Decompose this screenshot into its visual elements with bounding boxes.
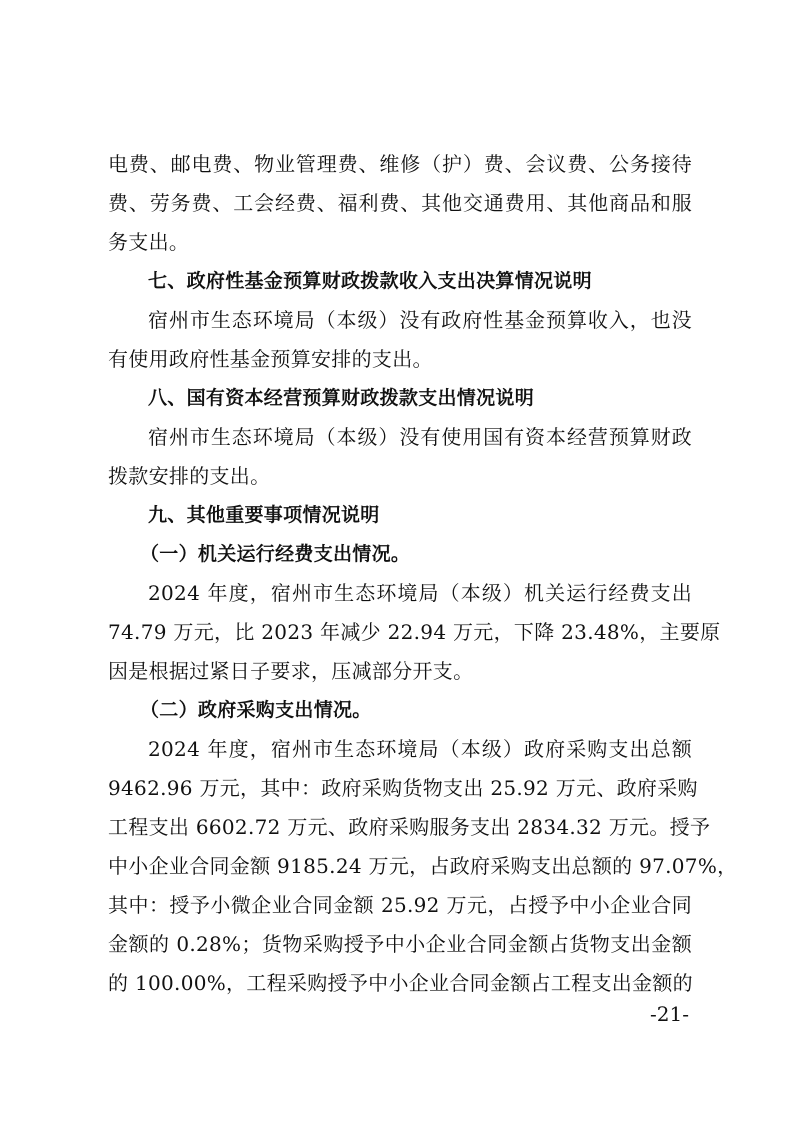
text-line: 工程支出 6602.72 万元、政府采购服务支出 2834.32 万元。授予	[108, 815, 711, 839]
text-line: 电费、邮电费、物业管理费、维修（护）费、会议费、公务接待	[108, 152, 692, 176]
section-heading-7: 七、政府性基金预算财政拨款收入支出决算情况说明	[148, 270, 592, 292]
section-heading-9: 九、其他重要事项情况说明	[148, 504, 380, 526]
text-line: 2024 年度，宿州市生态环境局（本级）机关运行经费支出	[148, 581, 692, 605]
text-line: 拨款安排的支出。	[108, 464, 271, 488]
text-line: 74.79 万元，比 2023 年减少 22.94 万元，下降 23.48%，主要原	[108, 620, 721, 644]
text-line: 费、劳务费、工会经费、福利费、其他交通费用、其他商品和服	[108, 191, 692, 215]
subsection-heading-2: （二）政府采购支出情况。	[140, 699, 372, 721]
text-line: 因是根据过紧日子要求，压减部分开支。	[108, 659, 474, 683]
text-line: 务支出。	[108, 230, 190, 254]
text-line: 有使用政府性基金预算安排的支出。	[108, 347, 433, 371]
text-line: 中小企业合同金额 9185.24 万元，占政府采购支出总额的 97.07%，	[108, 854, 738, 878]
section-heading-8: 八、国有资本经营预算财政拨款支出情况说明	[148, 387, 535, 409]
text-line: 9462.96 万元，其中：政府采购货物支出 25.92 万元、政府采购	[108, 776, 698, 800]
text-line: 宿州市生态环境局（本级）没有使用国有资本经营预算财政	[148, 425, 692, 449]
text-line: 其中：授予小微企业合同金额 25.92 万元，占授予中小企业合同	[108, 893, 692, 917]
text-line: 的 100.00%，工程采购授予中小企业合同金额占工程支出金额的	[108, 971, 693, 995]
page-number: -21-	[650, 1002, 689, 1026]
text-line: 2024 年度，宿州市生态环境局（本级）政府采购支出总额	[148, 737, 692, 761]
subsection-heading-1: （一）机关运行经费支出情况。	[140, 543, 411, 565]
text-line: 宿州市生态环境局（本级）没有政府性基金预算收入，也没	[148, 308, 692, 332]
text-line: 金额的 0.28%；货物采购授予中小企业合同金额占货物支出金额	[108, 932, 692, 956]
